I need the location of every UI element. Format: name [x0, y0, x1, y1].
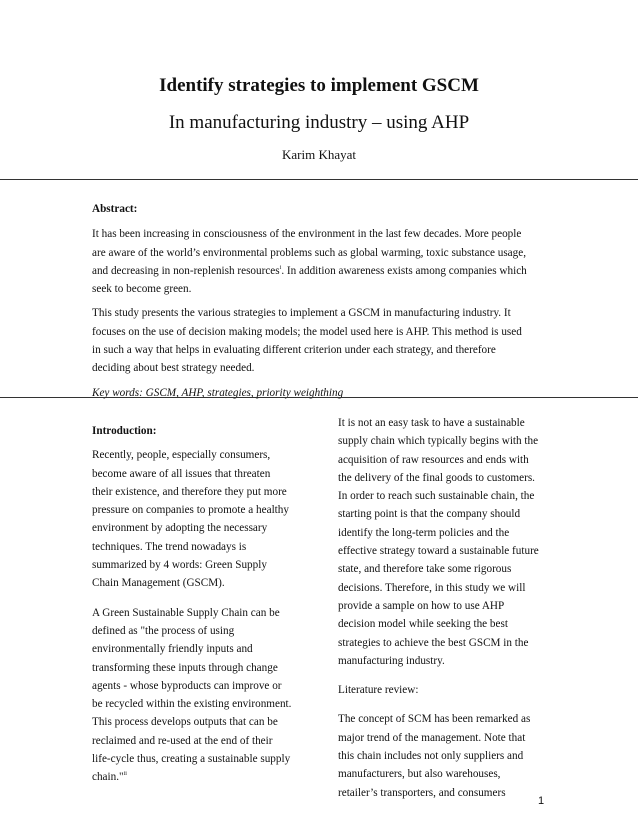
text-line: acquisition of raw resources and ends with — [338, 453, 529, 466]
text-line: The concept of SCM has been remarked as — [338, 713, 531, 726]
text-line: their existence, and therefore they put more — [92, 485, 287, 498]
text-line: decision model while seeking the best — [338, 618, 508, 631]
text-line: focuses on the use of decision making models; the model used here is AHP. This method is used — [92, 325, 522, 338]
abstract-paragraph-2 — [92, 304, 552, 377]
section-divider — [0, 397, 638, 398]
text-line: manufacturing industry. — [338, 654, 445, 667]
introduction-paragraph-2 — [92, 604, 308, 787]
text-line: supply chain which typically begins with the — [338, 435, 539, 448]
abstract-paragraph-1 — [92, 225, 552, 298]
text-line: this chain includes not only suppliers and — [338, 750, 524, 763]
text-line: starting point is that the company should — [338, 508, 521, 521]
text-line: decisions. Therefore, in this study we will — [338, 581, 526, 594]
text-line: Chain Management (GSCM). — [92, 577, 225, 590]
text-line: effective strategy toward a sustainable future — [338, 545, 539, 558]
literature-review-heading: Literature review: — [338, 684, 419, 697]
text-line: be recycled within the existing environment. — [92, 698, 292, 711]
text-line: manufacturers, but also warehouses, — [338, 768, 501, 781]
text-line: Recently, people, especially consumers, — [92, 449, 271, 462]
text-fragment: chain." — [92, 771, 124, 784]
text-line: A Green Sustainable Supply Chain can be — [92, 606, 280, 619]
text-line: retailer’s transporters, and consumers — [338, 786, 506, 799]
endnote-marker: i — [279, 264, 282, 271]
introduction-heading: Introduction: — [92, 425, 157, 437]
text-fragment: and decreasing in non-replenish resources — [92, 264, 280, 277]
abstract-heading: Abstract: — [92, 203, 138, 215]
text-line: provide a sample on how to use AHP — [338, 599, 505, 612]
text-line: become aware of all issues that threaten — [92, 467, 271, 480]
paper-subtitle: In manufacturing industry – using AHP — [168, 112, 470, 133]
text-line: defined as "the process of using — [92, 624, 235, 637]
text-line: state, and therefore take some rigorous — [338, 563, 512, 576]
left-column — [92, 422, 308, 787]
text-line: It is not an easy task to have a sustainable — [338, 417, 525, 429]
introduction-paragraph-1 — [92, 446, 308, 592]
author-name: Karim Khayat — [281, 147, 356, 162]
text-line: In order to reach such sustainable chain, the — [338, 490, 535, 503]
text-line: identify the long-term policies and the — [338, 526, 510, 539]
text-line: environmentally friendly inputs and — [92, 643, 253, 656]
text-line: transforming these inputs through change — [92, 661, 278, 674]
text-line: agents - whose byproducts can improve or — [92, 679, 282, 692]
top-divider — [0, 179, 638, 180]
text-line: in such a way that helps in evaluating different criterion under each strategy, and therefore — [92, 344, 496, 357]
text-line: major trend of the management. Note that — [338, 731, 526, 744]
text-fragment: . In addition awareness exists among companies which — [281, 264, 527, 277]
text-line: summarized by 4 words: Green Supply — [92, 559, 267, 572]
text-line: techniques. The trend nowadays is — [92, 540, 247, 553]
text-line: pressure on companies to promote a healthy — [92, 504, 289, 517]
text-line: reclaimed and re-used at the end of their — [92, 734, 273, 747]
abstract-section — [92, 200, 552, 402]
text-line: It has been increasing in consciousness of the environment in the last few decades. More people — [92, 228, 522, 241]
text-line: life-cycle thus, creating a sustainable supply — [92, 753, 291, 766]
right-paragraph-2 — [338, 710, 554, 801]
endnote-marker: ii — [123, 771, 127, 778]
keywords: Key words: GSCM, AHP, strategies, priority weighthing — [92, 386, 344, 399]
text-line: are aware of the world’s environmental problems such as global warming, toxic substance usage, — [92, 246, 527, 259]
right-paragraph-1 — [338, 414, 554, 670]
text-line: This study presents the various strategies to implement a GSCM in manufacturing industry. It — [92, 307, 511, 320]
page-number: 1 — [538, 795, 545, 807]
text-line: the delivery of the final goods to customers. — [338, 471, 535, 484]
text-line: seek to become green. — [92, 283, 192, 296]
paper-title: Identify strategies to implement GSCM — [159, 75, 479, 96]
text-line: strategies to achieve the best GSCM in the — [338, 636, 529, 649]
text-line: environment by adopting the necessary — [92, 522, 268, 535]
text-line — [92, 262, 552, 280]
right-column — [338, 414, 554, 802]
text-line — [92, 768, 308, 786]
text-line: deciding about best strategy needed. — [92, 362, 255, 375]
text-line: This process develops outputs that can be — [92, 716, 278, 729]
